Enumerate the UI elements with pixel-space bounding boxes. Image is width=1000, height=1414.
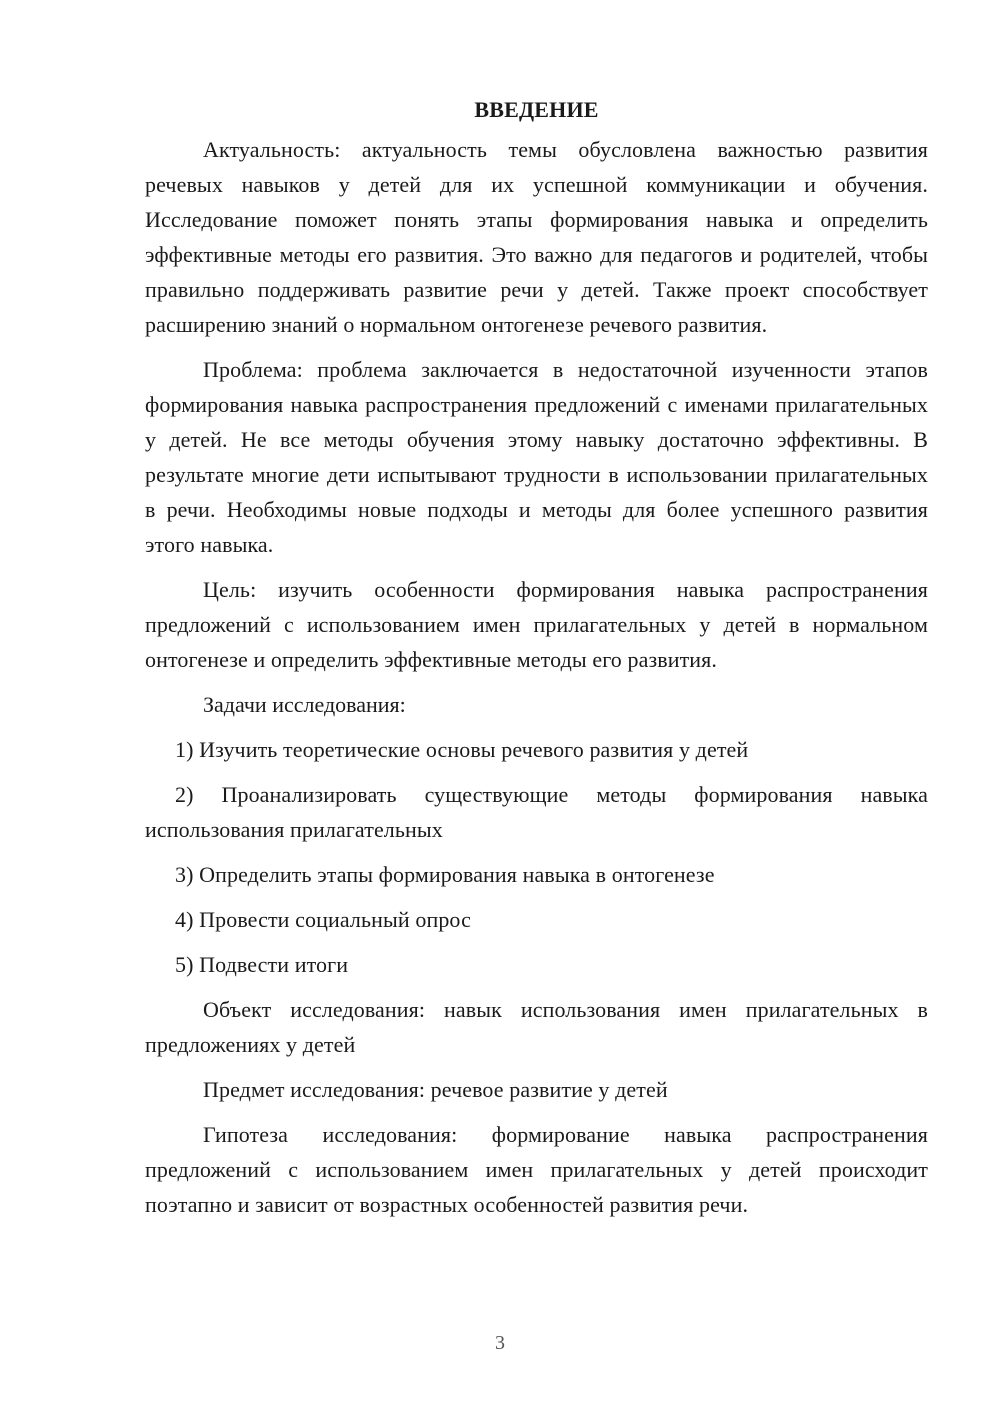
paragraph-problem: Проблема: проблема заключается в недостаточной изученности этапов формирования навыка распространения предложений с именами прилагательных у детей. Не все методы обучения этому навыку достаточно эффективны. В результате многие дети испытывают трудности в использовании прилагательных в речи. Необходимы новые подходы и методы для более успешного развития этого навыка.: [145, 357, 928, 557]
paragraph-relevance: Актуальность: актуальность темы обусловлена важностью развития речевых навыков у детей для их успешной коммуникации и обучения. Исследование поможет понять этапы формирования навыка и определить эффективные методы его развития. Это важно для педагогов и родителей, чтобы правильно поддерживать развитие речи у детей. Также проект способствует расширению знаний о нормальном онтогенезе речевого развития.: [145, 137, 928, 337]
tasks-heading: Задачи исследования:: [203, 692, 406, 717]
task-item: 4) Провести социальный опрос: [175, 907, 471, 932]
task-item: 5) Подвести итоги: [175, 952, 349, 977]
task-item: 2) Проанализировать существующие методы формирования навыка использования прилагательных: [145, 782, 928, 842]
paragraph-object: Объект исследования: навык использования имен прилагательных в предложениях у детей: [145, 997, 928, 1057]
page-number: 3: [495, 1332, 505, 1354]
section-title: ВВЕДЕНИЕ: [474, 97, 599, 122]
task-item: 3) Определить этапы формирования навыка в онтогенезе: [175, 862, 715, 887]
document-page: [145, 92, 928, 1222]
paragraph-hypothesis: Гипотеза исследования: формирование навыка распространения предложений с использованием имен прилагательных у детей происходит поэтапно и зависит от возрастных особенностей развития речи.: [145, 1122, 928, 1217]
tasks-list: [145, 732, 928, 982]
paragraph-goal: Цель: изучить особенности формирования навыка распространения предложений с использованием имен прилагательных у детей в нормальном онтогенезе и определить эффективные методы его развития.: [145, 577, 928, 672]
task-item: 1) Изучить теоретические основы речевого развития у детей: [175, 737, 749, 762]
paragraph-subject: Предмет исследования: речевое развитие у детей: [203, 1077, 668, 1102]
